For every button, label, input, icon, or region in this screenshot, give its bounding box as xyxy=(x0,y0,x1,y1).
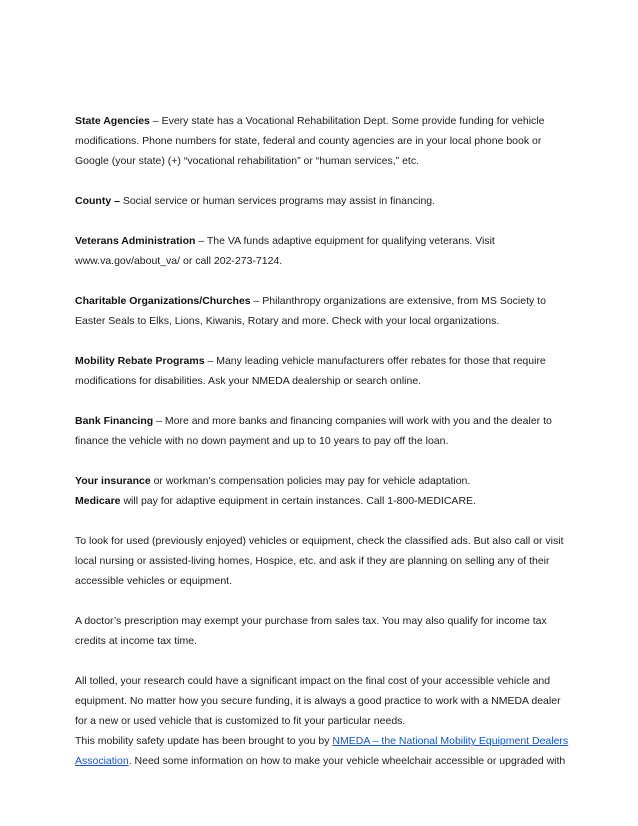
paragraph-bank-financing xyxy=(75,411,575,451)
paragraph-veterans xyxy=(75,231,575,271)
paragraph-prescription: A doctor’s prescription may exempt your purchase from sales tax. You may also qualify for income tax credits at income tax time. xyxy=(75,615,547,647)
paragraph-closing xyxy=(75,731,575,771)
paragraph-medicare xyxy=(75,491,575,511)
paragraph-state-agencies xyxy=(75,111,575,171)
paragraph-used-vehicles: To look for used (previously enjoyed) vehicles or equipment, check the classified ads. But also call or visit local nursing or assisted-living homes, Hospice, etc. and ask if they are planning on selling any of their accessible vehicles or equipment. xyxy=(75,535,564,587)
heading-county: County – xyxy=(75,195,120,207)
heading-veterans: Veterans Administration xyxy=(75,235,196,247)
text-rebate-programs: – Many leading vehicle manufacturers offer rebates for those that require modifications for disabilities. Ask your NMEDA dealership or search online. xyxy=(75,355,546,387)
closing-text-after: . Need some information on how to make your vehicle wheelchair accessible or upgraded with xyxy=(128,755,566,767)
paragraph-charitable xyxy=(75,291,575,331)
text-veterans: – The VA funds adaptive equipment for qualifying veterans. Visit www.va.gov/about_va/ or call 202-273-7124. xyxy=(75,235,495,267)
paragraph-county xyxy=(75,191,575,211)
text-bank-financing: – More and more banks and financing companies will work with you and the dealer to finance the vehicle with no down payment and up to 10 years to pay off the loan. xyxy=(75,415,552,447)
text-county: Social service or human services programs may assist in financing. xyxy=(119,195,436,207)
heading-rebate-programs: Mobility Rebate Programs xyxy=(75,355,205,367)
heading-bank-financing: Bank Financing xyxy=(75,415,154,427)
nmeda-link[interactable]: NMEDA – the National Mobility Equipment Dealers Association xyxy=(75,735,569,767)
heading-state-agencies: State Agencies xyxy=(75,115,150,127)
text-medicare: will pay for adaptive equipment in certain instances. Call 1-800-MEDICARE. xyxy=(120,495,476,507)
paragraph-insurance xyxy=(75,471,575,491)
paragraph-all-tolled: All tolled, your research could have a significant impact on the final cost of your accessible vehicle and equipment. No matter how you secure funding, it is always a good practice to work with a NMEDA dealer for a new or used vehicle that is customized to fit your particular needs. xyxy=(75,675,561,727)
document-body xyxy=(75,111,575,771)
heading-charitable: Charitable Organizations/Churches xyxy=(75,295,251,307)
text-state-agencies: – Every state has a Vocational Rehabilitation Dept. Some provide funding for vehicle modifications. Phone numbers for state, federal and county agencies are in your local phone book or Google (your state) (+) “vocational rehabilitation” or “human services,” etc. xyxy=(75,115,545,167)
closing-text-before: This mobility safety update has been brought to you by xyxy=(75,735,333,747)
paragraph-rebate-programs xyxy=(75,351,575,391)
heading-medicare: Medicare xyxy=(75,495,121,507)
text-insurance: or workman’s compensation policies may pay for vehicle adaptation. xyxy=(150,475,471,487)
text-charitable: – Philanthropy organizations are extensive, from MS Society to Easter Seals to Elks, Lions, Kiwanis, Rotary and more. Check with your local organizations. xyxy=(75,295,546,327)
heading-insurance: Your insurance xyxy=(75,475,151,487)
